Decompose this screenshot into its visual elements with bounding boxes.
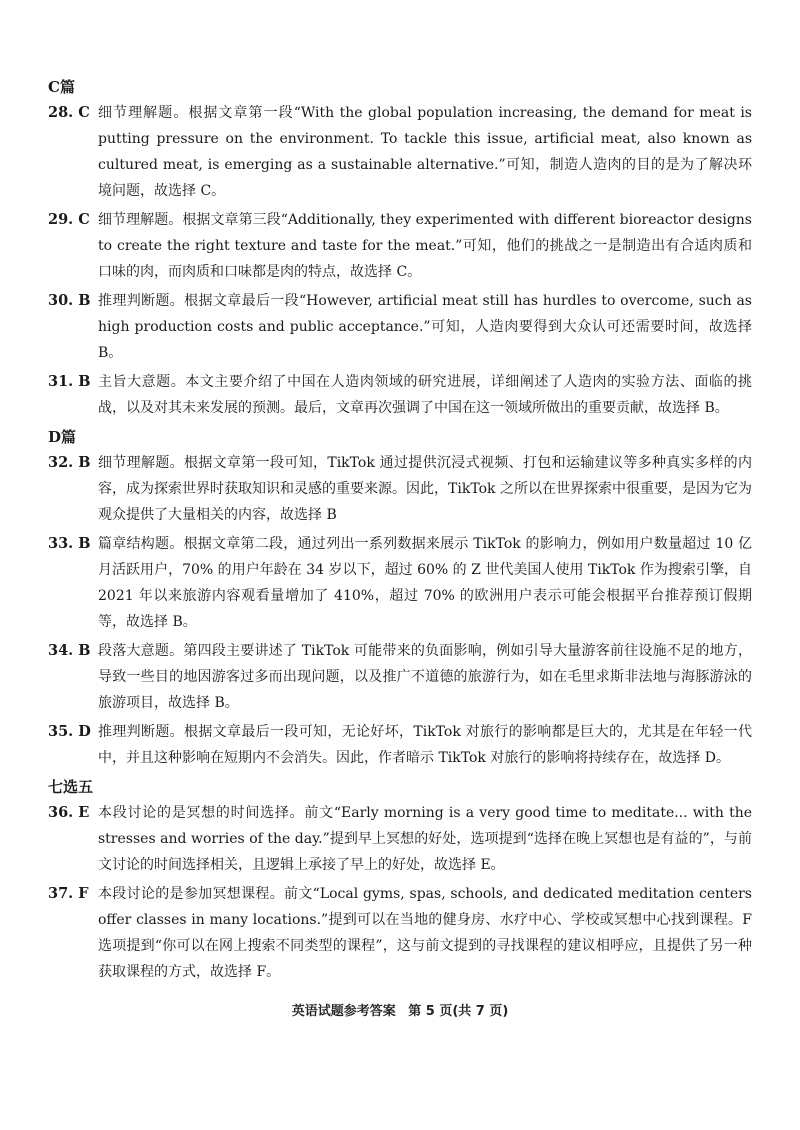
question-number: 28. C: [48, 104, 90, 121]
answer-item-31: [46, 369, 752, 421]
section-title: C篇: [48, 78, 75, 96]
answer-explanation: 本段讨论的是参加冥想课程。前文“Local gyms, spas, schools, and dedicated meditation centers offer classes in many locations.”提到可以在当地的健身房、水疗中心、学校或冥想中心找到课程。F 选项提到“你可以在网上搜索不同类型的课程”，这与前文提到的寻找课程的建议相呼应，且提供了另一种获取课程的方式，故选择 F。: [98, 886, 752, 980]
section-title: 七选五: [48, 778, 94, 796]
answer-item-35: [46, 719, 752, 771]
answer-explanation: 细节理解题。根据文章第一段可知，TikTok 通过提供沉浸式视频、打包和运输建议等多种真实多样的内容，成为探索世界时获取知识和灵感的重要来源。因此，TikTok 之所以在世界探索中很重要，是因为它为观众提供了大量相关的内容，故选择 B: [98, 455, 752, 523]
page-footer: [0, 1000, 800, 1019]
answer-item-36: [46, 800, 752, 878]
answer-explanation: 段落大意题。第四段主要讲述了 TikTok 可能带来的负面影响，例如引导大量游客前往设施不足的地方，导致一些目的地因游客过多而出现问题，以及推广不道德的旅游行为，如在毛里求斯非法地与海豚游泳的旅游项目，故选择 B。: [98, 643, 752, 711]
question-number: 32. B: [48, 454, 91, 471]
answer-item-30: [46, 288, 752, 366]
answer-item-34: [46, 638, 752, 716]
question-number: 36. E: [48, 804, 90, 821]
answer-item-28: [46, 100, 752, 204]
question-number: 30. B: [48, 292, 91, 309]
question-number: 37. F: [48, 885, 89, 902]
answer-key-page: [46, 74, 752, 988]
answer-item-29: [46, 207, 752, 285]
section-c: [46, 74, 752, 421]
answer-explanation: 篇章结构题。根据文章第二段，通过列出一系列数据来展示 TikTok 的影响力，例如用户数量超过 10 亿月活跃用户，70% 的用户年龄在 34 岁以下，超过 60% 的 Z 世代美国人使用 TikTok 作为搜索引擎，自 2021 年以来旅游内容观看量增加了 410%，超过 70% 的欧洲用户表示可能会根据平台推荐预订假期等，故选择 B。: [98, 536, 752, 630]
answer-explanation: 推理判断题。根据文章最后一段可知，无论好坏，TikTok 对旅行的影响都是巨大的，尤其是在年轻一代中，并且这种影响在短期内不会消失。因此，作者暗示 TikTok 对旅行的影响将持续存在，故选择 D。: [98, 724, 752, 766]
question-number: 29. C: [48, 211, 90, 228]
section-d: [46, 424, 752, 771]
question-number: 31. B: [48, 373, 91, 390]
answer-item-37: [46, 881, 752, 985]
section-title: D篇: [48, 428, 77, 446]
answer-explanation: 推理判断题。根据文章最后一段“However, artificial meat still has hurdles to overcome, such as high production costs and public acceptance.”可知，人造肉要得到大众认可还需要时间，故选择 B。: [98, 293, 752, 361]
answer-explanation: 细节理解题。根据文章第一段“With the global population increasing, the demand for meat is putting pressure on the environment. To tackle this issue, artificial meat, also known as cultured meat, is emerging as a sustainable alternative.”可知，制造人造肉的目的是为了解决环境问题，故选择 C。: [98, 105, 752, 199]
answer-item-33: [46, 531, 752, 635]
question-number: 35. D: [48, 723, 91, 740]
question-number: 33. B: [48, 535, 91, 552]
section-seven-choose-five: [46, 774, 752, 985]
answer-explanation: 细节理解题。根据文章第三段“Additionally, they experimented with different bioreactor designs to create the right texture and taste for the meat.”可知，他们的挑战之一是制造出有合适肉质和口味的肉，而肉质和口味都是肉的特点，故选择 C。: [98, 212, 752, 280]
footer-page-number: 第 5 页(共 7 页): [408, 1004, 509, 1019]
footer-title: 英语试题参考答案: [291, 1004, 396, 1019]
answer-explanation: 本段讨论的是冥想的时间选择。前文“Early morning is a very good time to meditate... with the stresses and worries of the day.”提到早上冥想的好处，选项提到“选择在晚上冥想也是有益的”，与前文讨论的时间选择相关，且逻辑上承接了早上的好处，故选择 E。: [98, 805, 752, 873]
answer-item-32: [46, 450, 752, 528]
question-number: 34. B: [48, 642, 91, 659]
answer-explanation: 主旨大意题。本文主要介绍了中国在人造肉领域的研究进展，详细阐述了人造肉的实验方法、面临的挑战，以及对其未来发展的预测。最后，文章再次强调了中国在这一领域所做出的重要贡献，故选择 B。: [98, 374, 752, 416]
